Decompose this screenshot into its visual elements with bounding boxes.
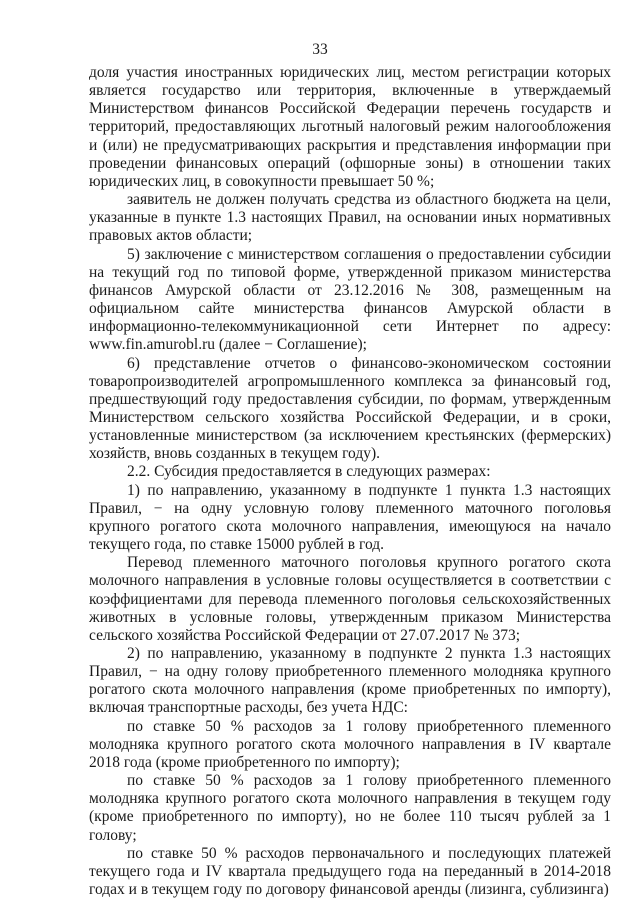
paragraph: 5) заключение с министерством соглашения о предоставлении субсидии на текущий год по типовой форме, утвержденной приказом министерства финансов Амурской области от 23.12.2016 № 308, размещенным на официальном сайте министерства финансов Амурской области в информационно-телекоммуникационной сети Интернет по адресу: www.fin.amurobl.ru (далее − Соглашение); bbox=[89, 245, 611, 354]
paragraph: 2.2. Субсидия предоставляется в следующих размерах: bbox=[127, 463, 491, 481]
paragraph: по ставке 50 % расходов первоначального и последующих платежей текущего года и IV квартала предыдущего года на переданный в 2014-2018 годах и в текущем году по договору финансовой аренды (лизинга, сублизинга) bbox=[89, 844, 611, 899]
document-body bbox=[89, 64, 611, 899]
page-number: 33 bbox=[312, 41, 328, 58]
paragraph: доля участия иностранных юридических лиц, местом регистрации которых является государство или территория, включенные в утверждаемый Министерством финансов Российской Федерации перечень государств и территорий, предоставляющих льготный налоговый режим налогообложения и (или) не предусматривающих раскрытия и представления информации при проведении финансовых операций (офшорные зоны) в отношении таких юридических лиц, в совокупности превышает 50 %; bbox=[89, 64, 611, 190]
paragraph: 1) по направлению, указанному в подпункте 1 пункта 1.3 настоящих Правил, − на одну условную голову племенного маточного поголовья крупного рогатого скота молочного направления, имеющуюся на начало текущего года, по ставке 15000 рублей в год. bbox=[89, 481, 611, 554]
paragraph: 2) по направлению, указанному в подпункте 2 пункта 1.3 настоящих Правил, − на одну голову приобретенного племенного молодняка крупного рогатого скота молочного направления (кроме приобретенных по импорту), включая транспортные расходы, без учета НДС: bbox=[89, 645, 611, 717]
paragraph: Перевод племенного маточного поголовья крупного рогатого скота молочного направления в условные головы осуществляется в соответствии с коэффициентами для перевода племенного поголовья сельскохозяйственных животных в условные головы, утвержденным приказом Министерства сельского хозяйства Российской Федерации от 27.07.2017 № 373; bbox=[89, 554, 611, 644]
paragraph: 6) представление отчетов о финансово-экономическом состоянии товаропроизводителей агропромышленного комплекса за финансовый год, предшествующий году предоставления субсидии, по формам, утвержденным Министерством сельского хозяйства Российской Федерации, и в сроки, установленные министерством (за исключением крестьянских (фермерских) хозяйств, вновь созданных в текущем году). bbox=[89, 354, 611, 463]
paragraph: по ставке 50 % расходов за 1 голову приобретенного племенного молодняка крупного рогатого скота молочного направления в IV квартале 2018 года (кроме приобретенного по импорту); bbox=[89, 717, 611, 771]
paragraph: заявитель не должен получать средства из областного бюджета на цели, указанные в пункте 1.3 настоящих Правил, на основании иных нормативных правовых актов области; bbox=[89, 191, 611, 245]
paragraph: по ставке 50 % расходов за 1 голову приобретенного племенного молодняка крупного рогатого скота молочного направления в текущем году (кроме приобретенного по импорту), но не более 110 тысяч рублей за 1 голову; bbox=[89, 772, 611, 844]
